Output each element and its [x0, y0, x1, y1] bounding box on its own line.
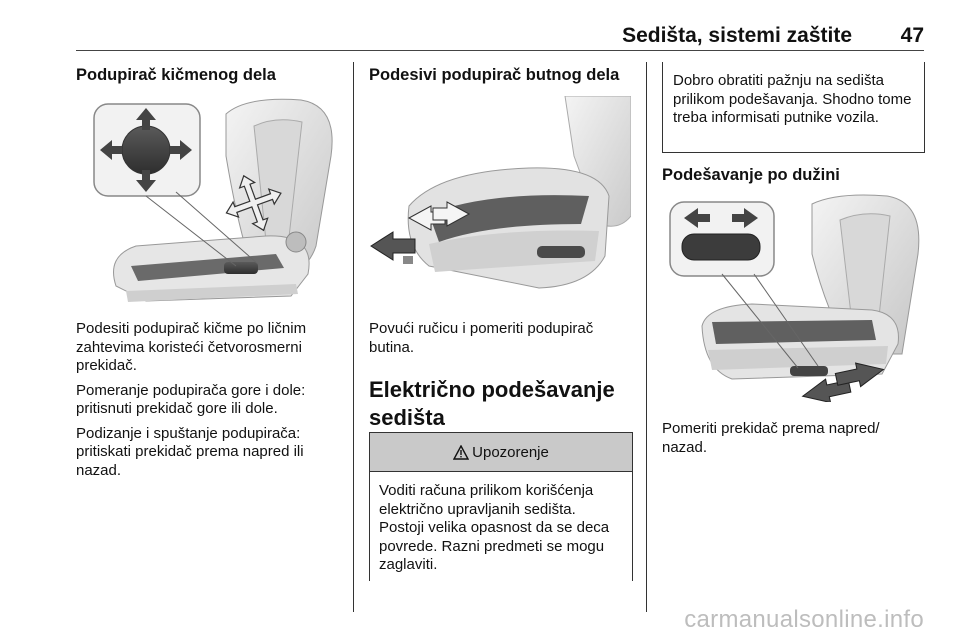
header-rule: [76, 50, 924, 51]
lumbar-support-text: [76, 320, 338, 480]
lumbar-paragraph-3: Podizanje i spuštanje podupirača: pritiskati prekidač prema napred ili nazad.: [76, 424, 304, 479]
seat-lumbar-support-illustration: [76, 96, 338, 304]
warning-triangle-icon: [453, 445, 469, 460]
watermark: carmanualsonline.info: [684, 606, 924, 633]
thigh-support-text: [369, 320, 631, 357]
lumbar-support-heading: Podupirač kičmenog dela: [76, 66, 276, 84]
lumbar-paragraph-2: Pomeranje podupirača gore i dole: pritisnuti prekidač gore ili dole.: [76, 381, 306, 417]
lumbar-paragraph-1: Podesiti podupirač kičme po ličnim zahtevima koristeći četvorosmerni prekidač.: [76, 320, 307, 374]
warning-box: [369, 432, 633, 581]
longitudinal-adjust-heading: Podešavanje po dužini: [662, 166, 840, 184]
column-2: [369, 62, 631, 85]
longitudinal-paragraph: Pomeriti prekidač prema napred/ nazad.: [662, 420, 880, 456]
column-1: [76, 62, 338, 85]
longitudinal-adjust-section: [662, 165, 924, 185]
seat-thigh-support-illustration: [369, 96, 631, 304]
warning-text: Voditi računa prilikom korišćenja električno upravljanih sedišta. Postoji velika opasnost da se deca povrede. Razni predmeti se mogu zaglaviti.: [379, 482, 610, 573]
page-number: 47: [900, 24, 924, 47]
longitudinal-adjust-text: [662, 420, 924, 457]
longitudinal-adjust-figure: [662, 194, 924, 402]
note-text: Dobro obratiti pažnju na sedišta prilikom podešavanja. Shodno tome treba informisati putnike vozila.: [673, 72, 912, 126]
warning-title: Upozorenje: [472, 443, 549, 461]
thigh-support-figure: [369, 96, 631, 304]
column-divider-1: [353, 62, 354, 612]
note-box: [662, 62, 925, 153]
thigh-support-heading: Podesivi podupirač butnog dela: [369, 66, 620, 84]
seat-longitudinal-adjust-illustration: [662, 194, 924, 402]
warning-header: [370, 433, 632, 472]
electric-adjust-heading: Električno podešavanje sedišta: [369, 377, 615, 430]
running-header-title: Sedišta, sistemi zaštite: [622, 24, 852, 47]
lumbar-support-figure: [76, 96, 338, 304]
column-divider-2: [646, 62, 647, 612]
electric-adjust-section: [369, 376, 631, 432]
thigh-paragraph: Povući ručicu i pomeriti podupirač butina.: [369, 320, 594, 356]
